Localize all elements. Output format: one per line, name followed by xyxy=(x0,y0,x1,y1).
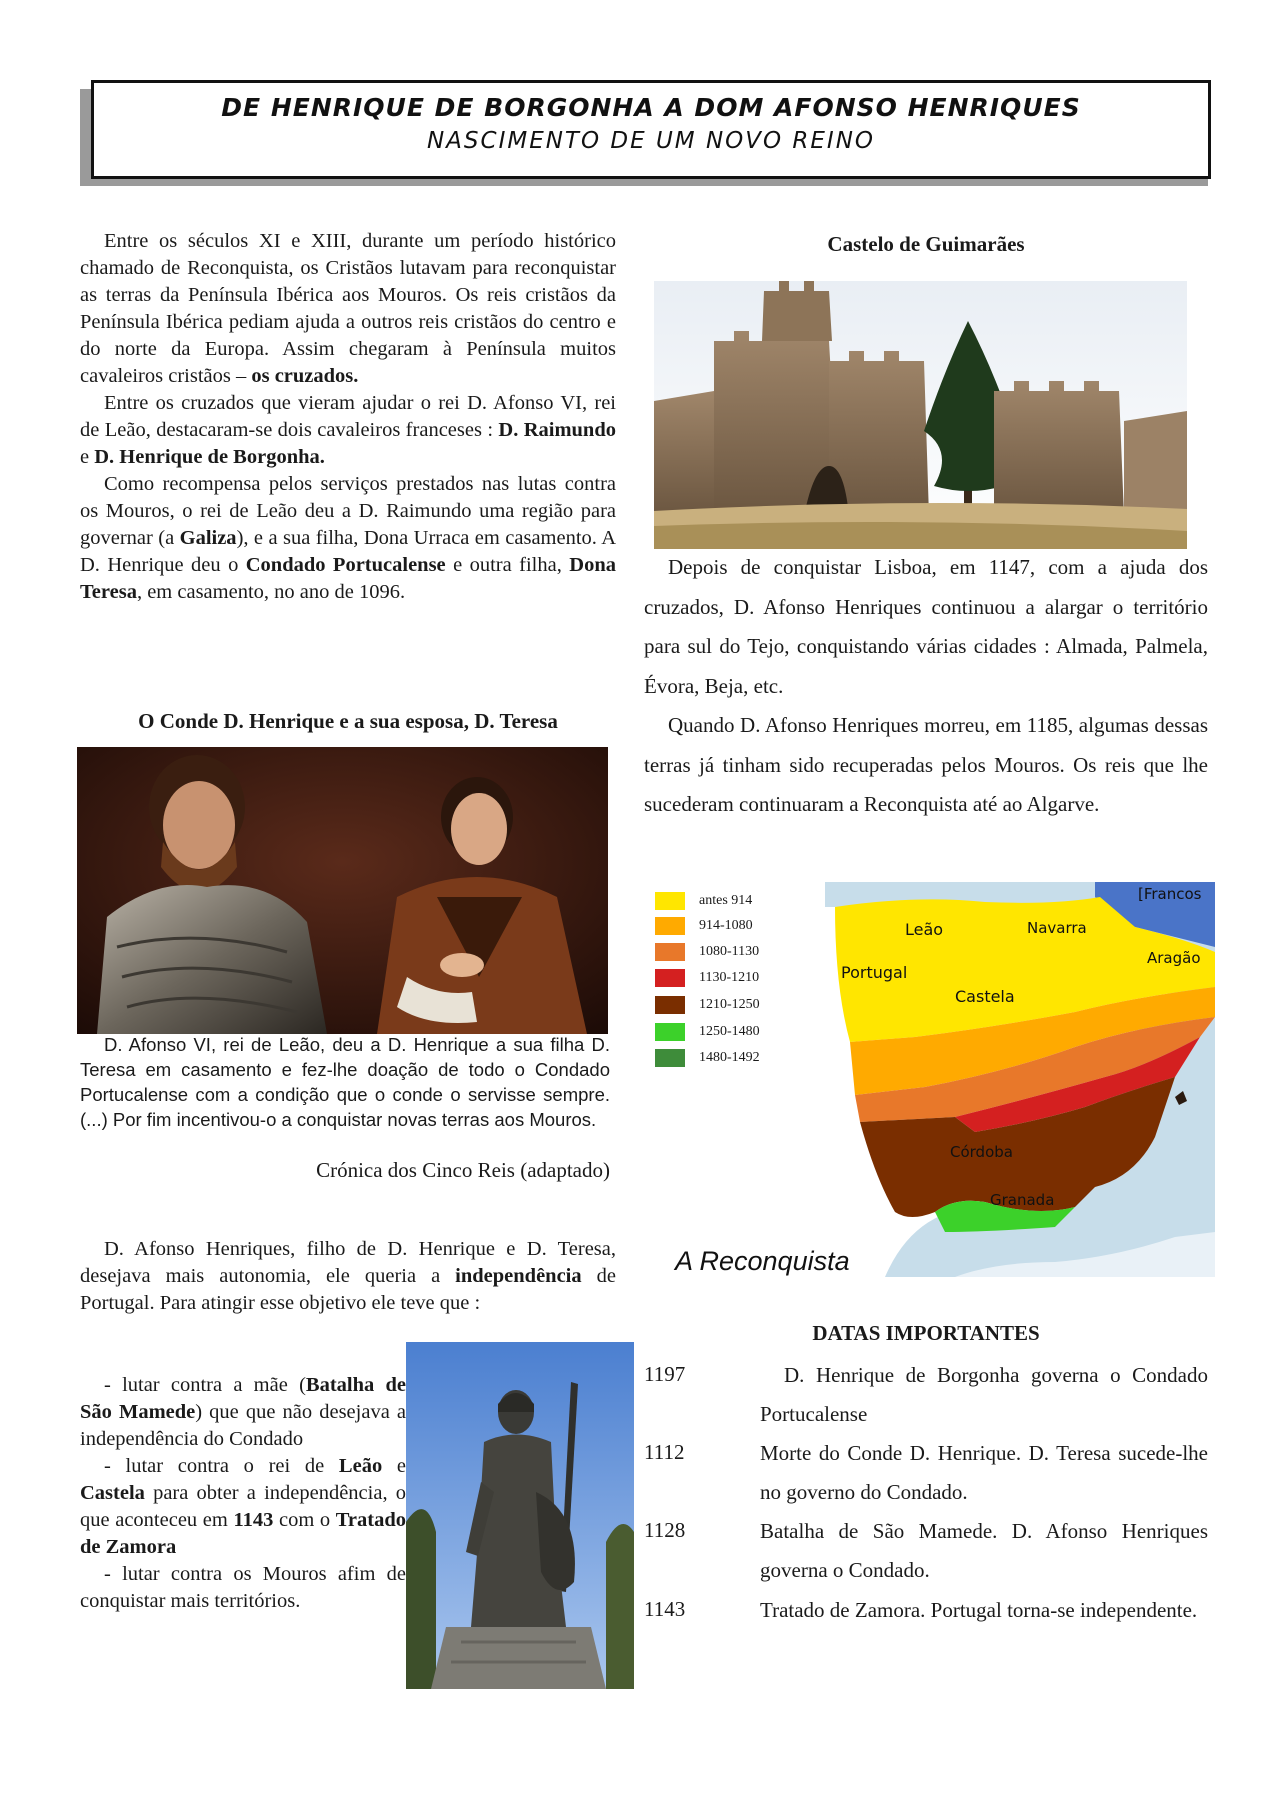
intro-paragraph-2 xyxy=(80,390,616,471)
map-label-francos: [Francos xyxy=(1138,885,1202,903)
intro-p3-c: e outra filha, xyxy=(445,554,570,576)
map-label-aragao: Aragão xyxy=(1147,949,1201,967)
portrait-painting xyxy=(77,747,608,1034)
conquest-paragraph-1: Depois de conquistar Lisboa, em 1147, com a ajuda dos cruzados, D. Afonso Henriques continuou a alargar o território para sul do Tejo, conquistando várias cidades : Almada, Palmela, Évora, Beja, etc. xyxy=(644,555,1208,698)
intro-p2-bold-henrique: D. Henrique de Borgonha. xyxy=(94,446,325,468)
intro-p2-bold-raimundo: D. Raimundo xyxy=(498,419,616,441)
item2-a: - lutar contra o rei de xyxy=(104,1455,339,1477)
intro-paragraph-3 xyxy=(80,471,616,606)
reconquista-map xyxy=(655,877,1215,1277)
independence-paragraph xyxy=(80,1236,616,1317)
intro-p2-text: Entre os cruzados que vieram ajudar o rei D. Afonso VI, rei de Leão, destacaram-se dois cavaleiros franceses : xyxy=(80,392,616,441)
independence-item-3: - lutar contra os Mouros afim de conquistar mais territórios. xyxy=(80,1563,406,1612)
date-text: Batalha de São Mamede. D. Afonso Henriques governa o Condado. xyxy=(760,1519,1208,1582)
iberia-map xyxy=(655,877,1215,1277)
map-caption: A Reconquista xyxy=(675,1246,850,1276)
map-label-castela: Castela xyxy=(955,987,1015,1006)
item2-and: e xyxy=(382,1455,406,1477)
legend-label: 914-1080 xyxy=(699,918,753,933)
statue-image xyxy=(406,1342,634,1689)
map-label-navarra: Navarra xyxy=(1027,919,1087,937)
map-label-cordoba: Córdoba xyxy=(950,1143,1013,1161)
map-label-portugal: Portugal xyxy=(841,963,908,982)
title-box xyxy=(91,80,1211,179)
item2-bold-1143: 1143 xyxy=(233,1509,274,1531)
date-year: 1197 xyxy=(644,1362,686,1386)
dates-heading: DATAS IMPORTANTES xyxy=(812,1321,1040,1345)
independence-p1-a: D. Afonso Henriques, filho de D. Henrique e D. Teresa, desejava mais autonomia, ele queria a xyxy=(80,1238,616,1287)
conquest-paragraph-2: Quando D. Afonso Henriques morreu, em 1185, algumas dessas terras já tinham sido recuperadas pelos Mouros. Os reis que lhe sucederam continuaram a Reconquista até ao Algarve. xyxy=(644,713,1208,816)
castle-image xyxy=(654,281,1187,549)
map-label-granada: Granada xyxy=(990,1191,1055,1209)
date-year: 1143 xyxy=(644,1597,686,1621)
independence-bold: independência xyxy=(455,1265,582,1287)
legend-label: 1210-1250 xyxy=(699,997,760,1012)
portrait-image xyxy=(77,747,608,1034)
date-text: Morte do Conde D. Henrique. D. Teresa sucede-lhe no governo do Condado. xyxy=(760,1441,1208,1504)
intro-p2-and: e xyxy=(80,446,95,468)
intro-p3-a: Como recompensa pelos serviços prestados nas lutas contra os Mouros, o rei de Leão deu a D. Raimundo uma região para governar (a xyxy=(80,473,616,549)
item1-bold: Batalha de São Mamede xyxy=(80,1374,406,1423)
portrait-heading: O Conde D. Henrique e a sua esposa, D. Teresa xyxy=(138,709,558,733)
intro-section xyxy=(80,228,616,606)
intro-p1-text: Entre os séculos XI e XIII, durante um período histórico chamado de Reconquista, os Cristãos lutavam para reconquistar as terras da Península Ibérica aos Mouros. Os reis cristãos da Península Ibérica pediam ajuda a outros reis cristãos do centro e do norte da Europa. Assim chegaram à Península muitos cavaleiros cristãos – xyxy=(80,230,616,387)
intro-p3-d: , em casamento, no ano de 1096. xyxy=(136,581,406,603)
independence-item-1 xyxy=(80,1372,406,1453)
legend-label: 1130-1210 xyxy=(699,970,760,985)
item2-bold-zamora: Tratado de Zamora xyxy=(80,1509,406,1558)
intro-p1-bold: os cruzados. xyxy=(251,365,359,387)
castle-photo xyxy=(654,281,1187,549)
legend-swatch xyxy=(655,917,685,935)
intro-p3-b: ), e a sua filha, Dona Urraca em casamento. A D. Henrique deu o xyxy=(80,527,617,576)
item1-b: ) que que não desejava a independência do Condado xyxy=(80,1401,406,1450)
independence-item-2 xyxy=(80,1453,406,1561)
legend-swatch xyxy=(655,1023,685,1041)
date-year: 1128 xyxy=(644,1518,686,1542)
item2-bold-castela: Castela xyxy=(80,1482,145,1504)
independence-list xyxy=(80,1372,406,1615)
intro-p3-bold-condado: Condado Portucalense xyxy=(245,554,446,576)
quote-source: Crónica dos Cinco Reis (adaptado) xyxy=(316,1158,610,1182)
legend-label: 1080-1130 xyxy=(699,944,760,959)
legend-swatch xyxy=(655,996,685,1014)
statue-photo xyxy=(406,1342,634,1689)
independence-intro xyxy=(80,1236,616,1317)
legend-swatch xyxy=(655,969,685,987)
intro-paragraph-1 xyxy=(80,228,616,390)
date-text: Tratado de Zamora. Portugal torna-se independente. xyxy=(760,1598,1198,1622)
item2-c: com o xyxy=(273,1509,336,1531)
intro-p3-bold-galiza: Galiza xyxy=(179,527,237,549)
portrait-quote-text: D. Afonso VI, rei de Leão, deu a D. Henrique a sua filha D. Teresa em casamento e fez-lhe doação de todo o Condado Portucalense com a condição que o conde o servisse sempre.(...) Por fim incentivou-o a conquistar novas terras aos Mouros. xyxy=(80,1034,610,1130)
legend-label: antes 914 xyxy=(699,893,753,908)
page-subtitle: NASCIMENTO DE UM NOVO REINO xyxy=(426,128,876,154)
item1-a: - lutar contra a mãe ( xyxy=(104,1374,306,1396)
conquest-text xyxy=(644,548,1208,825)
date-text: D. Henrique de Borgonha governa o Condado Portucalense xyxy=(760,1363,1208,1426)
page-title: DE HENRIQUE DE BORGONHA A DOM AFONSO HENRIQUES xyxy=(221,93,1081,122)
legend-swatch xyxy=(655,892,685,910)
map-label-leao: Leão xyxy=(905,920,944,939)
castle-heading: Castelo de Guimarães xyxy=(827,232,1025,256)
item2-bold-leao: Leão xyxy=(338,1455,383,1477)
legend-label: 1250-1480 xyxy=(699,1024,760,1039)
legend-swatch xyxy=(655,943,685,961)
legend-label: 1480-1492 xyxy=(699,1050,760,1065)
item2-b: para obter a independência, o que aconteceu em xyxy=(80,1482,406,1531)
legend-swatch xyxy=(655,1049,685,1067)
intro-p3-bold-teresa: Dona Teresa xyxy=(80,554,616,603)
date-year: 1112 xyxy=(644,1440,685,1464)
portrait-quote xyxy=(80,1032,610,1132)
independence-p1-b: de Portugal. Para atingir esse objetivo ele teve que : xyxy=(80,1265,616,1314)
